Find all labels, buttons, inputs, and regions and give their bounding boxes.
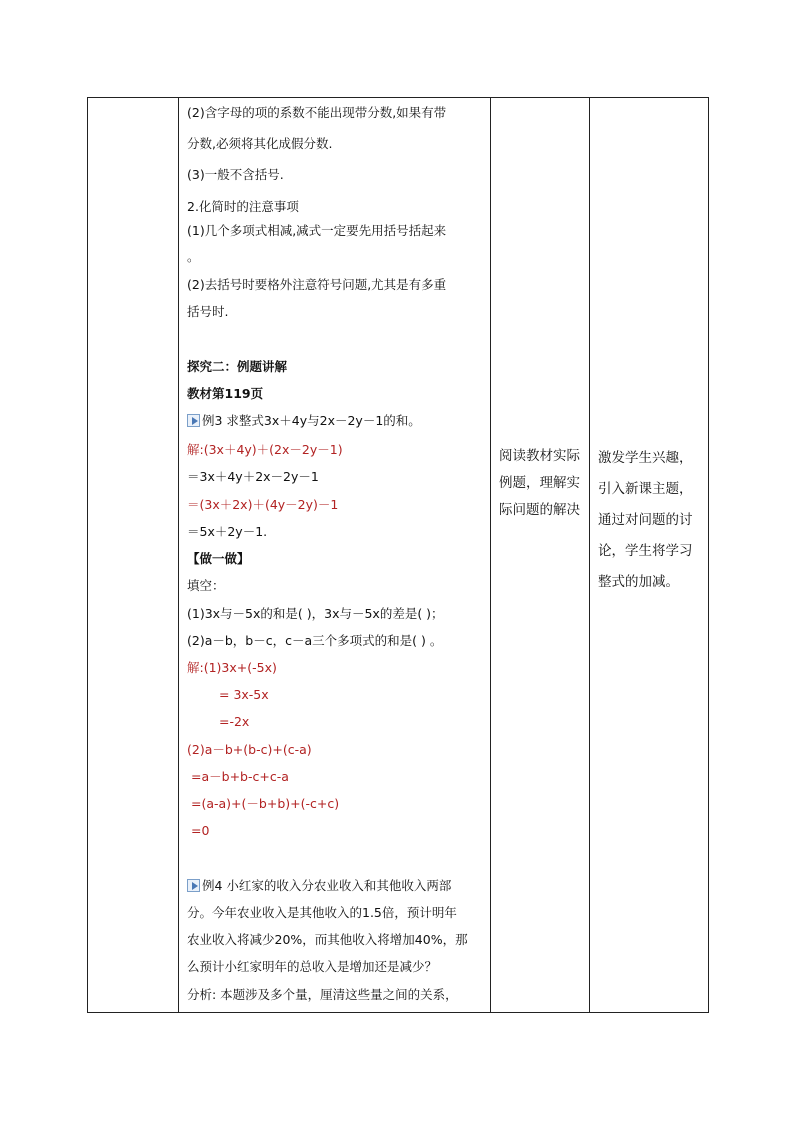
table-row [88, 98, 709, 1013]
solution-line: =a－b+b-c+c-a [191, 769, 289, 784]
solution-line: 解:(3x＋4y)＋(2x－2y－1) [187, 442, 343, 457]
student-activity-cell [491, 98, 590, 1013]
student-activity-text [499, 443, 580, 524]
text-line: (1)几个多项式相减,减式一定要先用括号括起来 [187, 223, 447, 238]
solution-line: = 3x-5x [219, 687, 269, 702]
solution-line: 解:(1)3x+(-5x) [187, 660, 277, 675]
text-line: 例题，理解实 [499, 475, 580, 491]
blank-column-cell [88, 98, 179, 1013]
analysis-line: 分析: 本题涉及多个量，厘清这些量之间的关系， [187, 987, 458, 1002]
solution-line: ＝5x＋2y－1. [187, 524, 268, 539]
text-line: 例4 小红家的收入分农业收入和其他收入两部 [202, 878, 452, 893]
text-line: 。 [187, 249, 200, 264]
example-4-statement [187, 878, 451, 894]
solution-line: ＝3x＋4y＋2x－2y－1 [187, 469, 319, 484]
exercise-line: (2)a－b，b－c，c－a三个多项式的和是( ) 。 [187, 633, 443, 648]
text-line: (3)一般不含括号. [187, 167, 284, 182]
text-line: (2)去括号时要格外注意符号问题,尤其是有多重 [187, 277, 447, 292]
text-line: 例3 求整式3x＋4y与2x－2y－1的和。 [202, 413, 421, 428]
solution-line: =(a-a)+(－b+b)+(-c+c) [191, 796, 340, 811]
design-intent-text [598, 443, 693, 598]
text-line: 括号时. [187, 304, 229, 319]
solution-line: (2)a－b+(b-c)+(c-a) [187, 742, 312, 757]
text-line: 么预计小红家明年的总收入是增加还是减少？ [187, 959, 438, 974]
text-line: 通过对问题的讨 [598, 512, 693, 528]
content-block [179, 98, 490, 1012]
content-column-cell [179, 98, 491, 1013]
exercise-line: (1)3x与－5x的和是( )，3x与－5x的差是( )； [187, 606, 444, 621]
solution-line: =-2x [219, 714, 250, 729]
text-line: 引入新课主题， [598, 481, 693, 497]
section-title: 探究二：例题讲解 [187, 359, 288, 374]
text-line: 填空： [187, 578, 225, 593]
text-line: (2)含字母的项的系数不能出现带分数,如果有带 [187, 105, 447, 120]
example-3-statement [187, 413, 421, 429]
solution-line: =0 [191, 823, 210, 838]
play-icon [187, 414, 200, 427]
text-line: 分。今年农业收入是其他收入的1.5倍，预计明年 [187, 905, 457, 920]
text-line: 际问题的解决 [499, 502, 580, 518]
solution-line: ＝(3x＋2x)＋(4y－2y)－1 [187, 497, 339, 512]
textbook-page-reference: 教材第119页 [187, 386, 264, 401]
design-intent-cell [590, 98, 709, 1013]
section-heading: 2.化简时的注意事项 [187, 199, 299, 214]
activity-heading: 【做一做】 [187, 551, 250, 566]
text-line: 激发学生兴趣， [598, 450, 693, 466]
text-line: 论，学生将学习 [598, 543, 693, 559]
text-line: 整式的加减。 [598, 574, 679, 590]
lesson-plan-table [87, 97, 709, 1013]
text-line: 分数,必须将其化成假分数. [187, 136, 333, 151]
text-line: 阅读教材实际 [499, 448, 580, 464]
play-icon [187, 879, 200, 892]
text-line: 农业收入将减少20%，而其他收入将增加40%，那 [187, 932, 468, 947]
